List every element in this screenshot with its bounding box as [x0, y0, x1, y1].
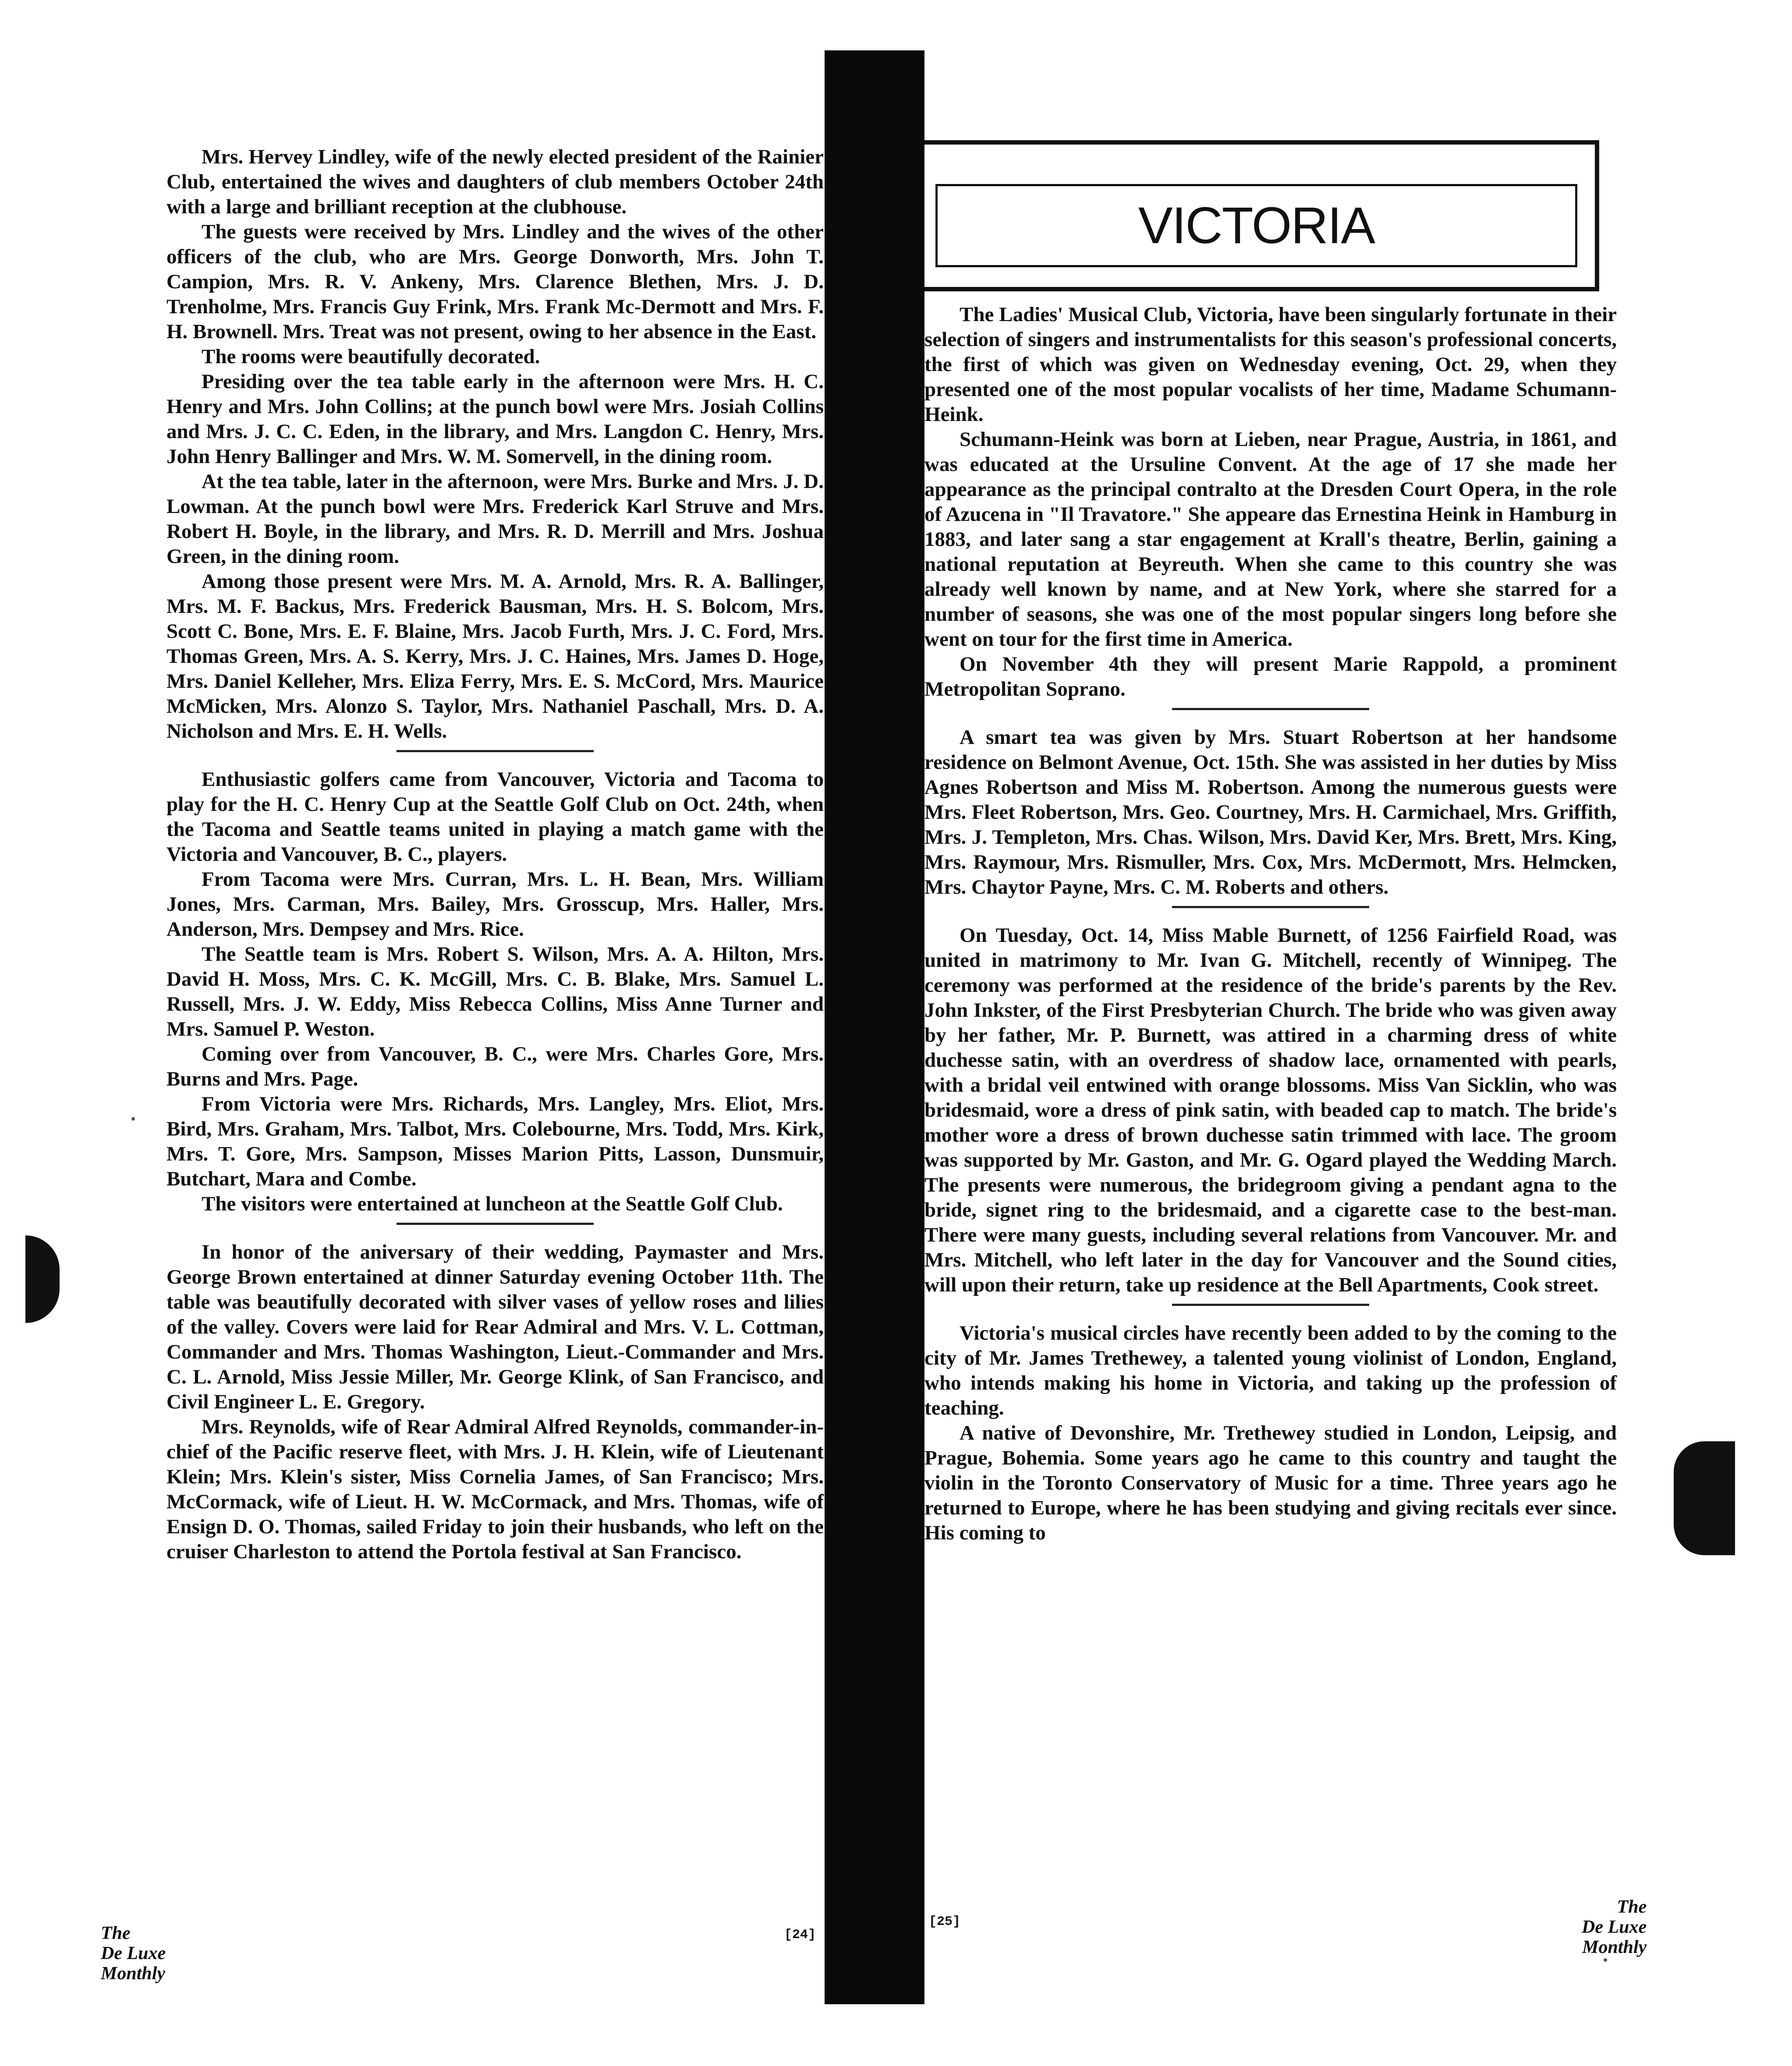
scan-speck: [1604, 1958, 1607, 1962]
paragraph: The visitors were entertained at luncheon at the Seattle Golf Club.: [202, 1192, 783, 1215]
section-title: VICTORIA: [1138, 197, 1375, 255]
navy-article: [166, 1240, 824, 1564]
paragraph: In honor of the aniversary of their wedding, Paymaster and Mrs. George Brown entertained at dinner Saturday evening October 11th. The table was beautifully decorated with silver vases of yellow roses and lilies of the valley. Covers were laid for Rear Admiral and Mrs. V. L. Cottman, Commander and Mrs. Thomas Washington, Lieut.-Commander and Mrs. C. L. Arnold, Miss Jessie Miller, Mr. George Klink, of San Francisco, and Civil Engineer L. E. Gregory.: [166, 1241, 824, 1413]
rainier-club-article: [166, 145, 824, 744]
paragraph: From Victoria were Mrs. Richards, Mrs. Langley, Mrs. Eliot, Mrs. Bird, Mrs. Graham, Mrs. Talbot, Mrs. Colebourne, Mrs. Todd, Mrs. Kirk, Mrs. T. Gore, Mrs. Sampson, Misses Marion Pitts, Lasson, Dunsmuir, Butchart, Mara and Combe.: [166, 1093, 824, 1190]
paragraph: The guests were received by Mrs. Lindley and the wives of the other officers of the club, who are Mrs. George Donworth, Mrs. John T. Campion, Mrs. R. V. Ankeny, Mrs. Clarence Blethen, Mrs. J. D. Trenholme, Mrs. Francis Guy Frink, Mrs. Frank Mc-Dermott and Mrs. F. H. Brownell. Mrs. Treat was not present, owing to her absence in the East.: [166, 220, 824, 343]
right-page-column: [924, 302, 1617, 1546]
footer-line: De Luxe: [1582, 1917, 1647, 1937]
paragraph: Schumann-Heink was born at Lieben, near Prague, Austria, in 1861, and was educated at the Ursuline Convent. At the age of 17 she made her appearance as the principal contralto at the Dresden Court Opera, in the role of Azucena in "Il Travatore." She appeare das Ernestina Heink in Hamburg in 1883, and later sang a star engagement at Krall's theatre, Berlin, gaining a national reputation at Beyreuth. When she came to this country she was already well known by name, and at New York, where she starred for a number of seasons, she was one of the most popular singers long before she went on tour for the first time in America.: [924, 428, 1617, 651]
footer-line: The: [101, 1923, 131, 1943]
paragraph: From Tacoma were Mrs. Curran, Mrs. L. H. Bean, Mrs. William Jones, Mrs. Carman, Mrs. Bailey, Mrs. Grosscup, Mrs. Haller, Mrs. Anderson, Mrs. Dempsey and Mrs. Rice.: [166, 868, 824, 941]
footer-line: Monthly: [101, 1963, 166, 1984]
scan-artifact: [1674, 1441, 1735, 1555]
paragraph: The Seattle team is Mrs. Robert S. Wilson, Mrs. A. A. Hilton, Mrs. David H. Moss, Mrs. C. K. McGill, Mrs. C. B. Blake, Mrs. Samuel L. Russell, Mrs. J. W. Eddy, Miss Rebecca Collins, Miss Anne Turner and Mrs. Samuel P. Weston.: [166, 943, 824, 1040]
paragraph: Mrs. Reynolds, wife of Rear Admiral Alfred Reynolds, commander-in-chief of the Pacific reserve fleet, with Mrs. J. H. Klein, wife of Lieutenant Klein; Mrs. Klein's sister, Miss Cornelia James, of San Francisco; Mrs. McCormack, wife of Lieut. H. W. McCormack, and Mrs. Thomas, wife of Ensign D. O. Thomas, sailed Friday to join their husbands, who left on the cruiser Charleston to attend the Portola festival at San Francisco.: [166, 1415, 824, 1563]
page-number-right: [25]: [929, 1914, 961, 1929]
paragraph: A smart tea was given by Mrs. Stuart Robertson at her handsome residence on Belmont Avenue, Oct. 15th. She was assisted in her duties by Miss Agnes Robertson and Miss M. Robertson. Among the numerous guests were Mrs. Fleet Robertson, Mrs. Geo. Courtney, Mrs. H. Carmichael, Mrs. Griffith, Mrs. J. Templeton, Mrs. Chas. Wilson, Mrs. David Ker, Mrs. Brett, Mrs. King, Mrs. Raymour, Mrs. Rismuller, Mrs. Cox, Mrs. McDermott, Mrs. Helmcken, Mrs. Chaytor Payne, Mrs. C. M. Roberts and others.: [924, 726, 1617, 899]
paragraph: At the tea table, later in the afternoon, were Mrs. Burke and Mrs. J. D. Lowman. At the punch bowl were Mrs. Frederick Karl Struve and Mrs. Robert H. Boyle, in the library, and Mrs. R. D. Merrill and Mrs. Joshua Green, in the dining room.: [166, 470, 824, 568]
section-divider: [1172, 906, 1369, 908]
magazine-footer-right: [1582, 1897, 1647, 1957]
golf-article: [166, 767, 824, 1217]
section-header: [935, 184, 1577, 267]
paragraph: On Tuesday, Oct. 14, Miss Mable Burnett, of 1256 Fairfield Road, was united in matrimony to Mr. Ivan G. Mitchell, recently of Winnipeg. The ceremony was performed at the residence of the bride's parents by the Rev. John Inkster, of the First Presbyterian Church. The bride who was given away by her father, Mr. P. Burnett, was attired in a charming dress of white duchesse satin, with an overdress of shadow lace, ornamented with pearls, with a bridal veil entwined with orange blossoms. Miss Van Sicklin, who was bridesmaid, wore a dress of pink satin, with beaded cap to match. The bride's mother wore a dress of brown duchesse satin trimmed with lace. The groom was supported by Mr. Gaston, and Mr. G. Ogard played the Wedding March. The presents were numerous, the bridegroom giving a pendant agna to the bride, signet ring to the bridesmaid, and a cigarette case to the best-man. There were many guests, including several relations from Vancouver. Mr. and Mrs. Mitchell, who left later in the day for Vancouver and the Sound cities, will upon their return, take up residence at the Bell Apartments, Cook street.: [924, 924, 1617, 1296]
left-page-column: [166, 145, 824, 1564]
paragraph: Coming over from Vancouver, B. C., were Mrs. Charles Gore, Mrs. Burns and Mrs. Page.: [166, 1043, 824, 1090]
paragraph: The Ladies' Musical Club, Victoria, have been singularly fortunate in their selection of singers and instrumentalists for this season's professional concerts, the first of which was given on Wednesday evening, Oct. 29, when they presented one of the most popular vocalists of her time, Madame Schumann-Heink.: [924, 303, 1617, 426]
paragraph: On November 4th they will present Marie Rappold, a prominent Metropolitan Soprano.: [924, 653, 1617, 700]
section-divider: [1172, 1304, 1369, 1306]
paragraph: Presiding over the tea table early in the afternoon were Mrs. H. C. Henry and Mrs. John Collins; at the punch bowl were Mrs. Josiah Collins and Mrs. J. C. C. Eden, in the library, and Mrs. Langdon C. Henry, Mrs. John Henry Ballinger and Mrs. W. M. Somervell, in the dining room.: [166, 370, 824, 468]
musical-club-article: [924, 302, 1617, 702]
section-divider: [1172, 708, 1369, 710]
footer-line: The: [1617, 1897, 1647, 1917]
wedding-article: [924, 923, 1617, 1298]
violinist-article: [924, 1321, 1617, 1546]
tea-article: [924, 725, 1617, 900]
section-divider: [397, 1223, 594, 1225]
footer-line: Monthly: [1582, 1937, 1647, 1957]
paragraph: Enthusiastic golfers came from Vancouver, Victoria and Tacoma to play for the H. C. Henry Cup at the Seattle Golf Club on Oct. 24th, when the Tacoma and Seattle teams united in playing a match game with the Victoria and Vancouver, B. C., players.: [166, 768, 824, 866]
paragraph: Among those present were Mrs. M. A. Arnold, Mrs. R. A. Ballinger, Mrs. M. F. Backus, Mrs. Frederick Bausman, Mrs. H. S. Bolcom, Mrs. Scott C. Bone, Mrs. E. F. Blaine, Mrs. Jacob Furth, Mrs. J. C. Ford, Mrs. Thomas Green, Mrs. A. S. Kerry, Mrs. J. C. Haines, Mrs. James D. Hoge, Mrs. Daniel Kelleher, Mrs. Eliza Ferry, Mrs. E. S. McCord, Mrs. Maurice McMicken, Mrs. Alonzo S. Taylor, Mrs. Nathaniel Paschall, Mrs. D. A. Nicholson and Mrs. E. H. Wells.: [166, 570, 824, 743]
binding-gutter: [825, 50, 924, 2004]
paragraph: The rooms were beautifully decorated.: [202, 345, 540, 368]
magazine-footer-left: [101, 1923, 166, 1984]
page-number-left: [24]: [784, 1928, 816, 1942]
paragraph: Victoria's musical circles have recently been added to by the coming to the city of Mr. James Trethewey, a talented young violinist of London, England, who intends making his home in Victoria, and taking up the profession of teaching.: [924, 1322, 1617, 1419]
footer-line: De Luxe: [101, 1943, 166, 1963]
paragraph: A native of Devonshire, Mr. Trethewey studied in London, Leipsig, and Prague, Bohemia. Some years ago he came to this country and taught the violin in the Toronto Conservatory of Music for a time. Three years ago he returned to Europe, where he has been studying and giving recitals ever since. His coming to: [924, 1422, 1617, 1544]
section-divider: [397, 750, 594, 752]
scan-artifact: [25, 1235, 60, 1323]
paragraph: Mrs. Hervey Lindley, wife of the newly elected president of the Rainier Club, entertained the wives and daughters of club members October 24th with a large and brilliant reception at the clubhouse.: [166, 145, 824, 218]
scan-speck: [131, 1117, 135, 1121]
